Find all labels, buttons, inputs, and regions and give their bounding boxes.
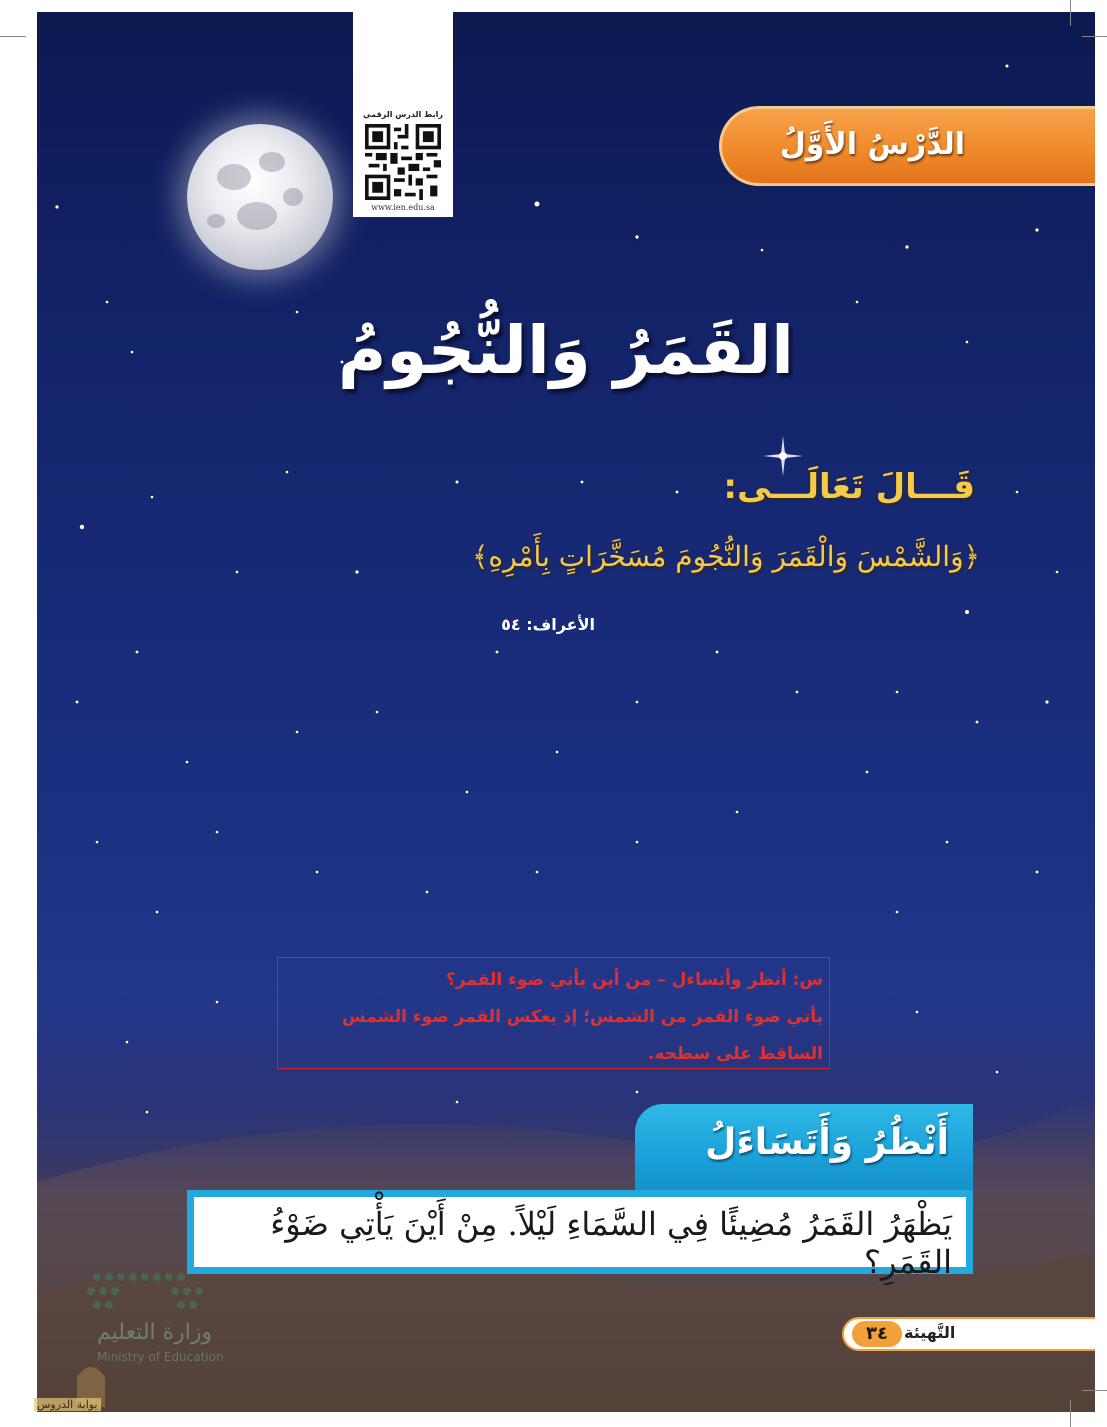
footer-section-label: التَّهيئة: [904, 1323, 956, 1342]
crop-mark: [1070, 1400, 1071, 1427]
question-box: [187, 1190, 973, 1281]
page-footer: [842, 1317, 1095, 1351]
answer-line: س: أنظر وأتساءل – من أين يأتي ضوء القمر؟: [445, 970, 823, 990]
lesson-title: القَمَرُ وَالنُّجُومُ: [338, 312, 794, 389]
full-moon: [187, 124, 333, 270]
qr-label: رابط الدرس الرقمي: [363, 110, 443, 119]
look-and-wonder-heading: أَنْظُرُ وَأَتَسَاءَلُ: [705, 1122, 949, 1163]
portal-badge: بوابة الدروس: [34, 1398, 101, 1411]
quran-verse: ﴿وَالشَّمْسَ وَالْقَمَرَ وَالنُّجُومَ مُسَخَّرَاتٍ بِأَمْرِهِ﴾: [472, 540, 980, 573]
page-background: [37, 12, 1095, 1412]
crop-mark: [0, 36, 26, 37]
lesson-number-tab: [719, 106, 1095, 186]
look-and-wonder-tab: [635, 1104, 973, 1194]
crop-mark: [1082, 1390, 1107, 1391]
answer-annotation-box: [277, 957, 830, 1069]
crop-mark: [1070, 0, 1071, 26]
question-text: يَظْهَرُ القَمَرُ مُضِيئًا فِي السَّمَاءِ لَيْلاً. مِنْ أَيْنَ يَأْتِي ضَوْءُ القَمَرِ؟: [194, 1197, 966, 1267]
quote-intro: قَـــالَ تَعَالَـــى:: [723, 467, 975, 507]
qr-code-icon[interactable]: [365, 124, 441, 200]
qr-code-panel[interactable]: [353, 12, 453, 217]
lesson-number-label: الدَّرْسُ الأَوَّلُ: [779, 127, 965, 162]
crop-mark: [1082, 36, 1107, 37]
qr-url[interactable]: www.ien.edu.sa: [371, 203, 435, 212]
answer-line: يأتي ضوء القمر من الشمس؛ إذ يعكس القمر ضوء الشمس: [342, 1007, 823, 1027]
ministry-name-arabic: وزارة التعليم: [97, 1320, 213, 1345]
answer-line: الساقط على سطحه.: [647, 1044, 823, 1064]
verse-reference: الأعراف: ٥٤: [501, 615, 595, 634]
ministry-name-english: Ministry of Education: [97, 1350, 224, 1364]
page-number: ٣٤: [852, 1321, 902, 1347]
